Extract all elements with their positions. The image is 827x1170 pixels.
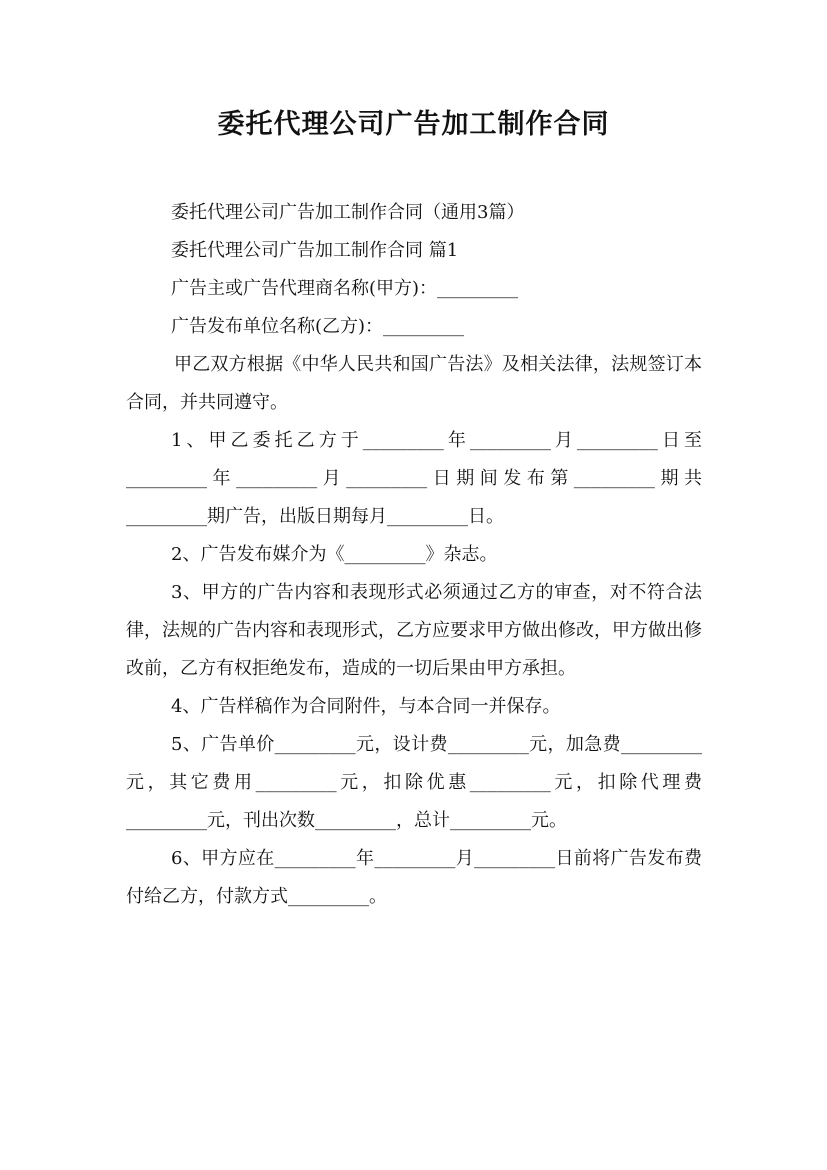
paragraph-clause-1: 1、甲乙委托乙方于_________年_________月_________日至_________年_________月_________日期间发布第_________期共_________期广告，出版日期每月_________日。 bbox=[126, 430, 702, 527]
paragraph-clause-5: 5、广告单价_________元，设计费_________元，加急费_________元，其它费用_________元，扣除优惠_________元，扣除代理费_________元，刊出次数_________，总计_________元。 bbox=[126, 734, 702, 831]
paragraph-preamble: 甲乙双方根据《中华人民共和国广告法》及相关法律，法规签订本合同，并共同遵守。 bbox=[126, 354, 702, 413]
document-body bbox=[126, 194, 702, 916]
paragraph-clause-3: 3、甲方的广告内容和表现形式必须通过乙方的审查，对不符合法律，法规的广告内容和表现形式，乙方应要求甲方做出修改，甲方做出修改前，乙方有权拒绝发布，造成的一切后果由甲方承担。 bbox=[126, 582, 702, 679]
paragraph-section-title: 委托代理公司广告加工制作合同 篇1 bbox=[171, 240, 459, 261]
document-title: 委托代理公司广告加工制作合同 bbox=[217, 109, 610, 140]
paragraph-party-b: 广告发布单位名称(乙方)：_________ bbox=[171, 316, 465, 337]
paragraph-clause-6: 6、甲方应在_________年_________月_________日前将广告发布费付给乙方，付款方式_________。 bbox=[126, 848, 702, 907]
paragraph-heading: 委托代理公司广告加工制作合同（通用3篇） bbox=[171, 202, 525, 223]
paragraph-clause-4: 4、广告样稿作为合同附件，与本合同一并保存。 bbox=[171, 696, 561, 717]
paragraph-clause-2: 2、广告发布媒介为《_________》杂志。 bbox=[171, 544, 498, 565]
paragraph-party-a: 广告主或广告代理商名称(甲方)：_________ bbox=[171, 278, 519, 299]
